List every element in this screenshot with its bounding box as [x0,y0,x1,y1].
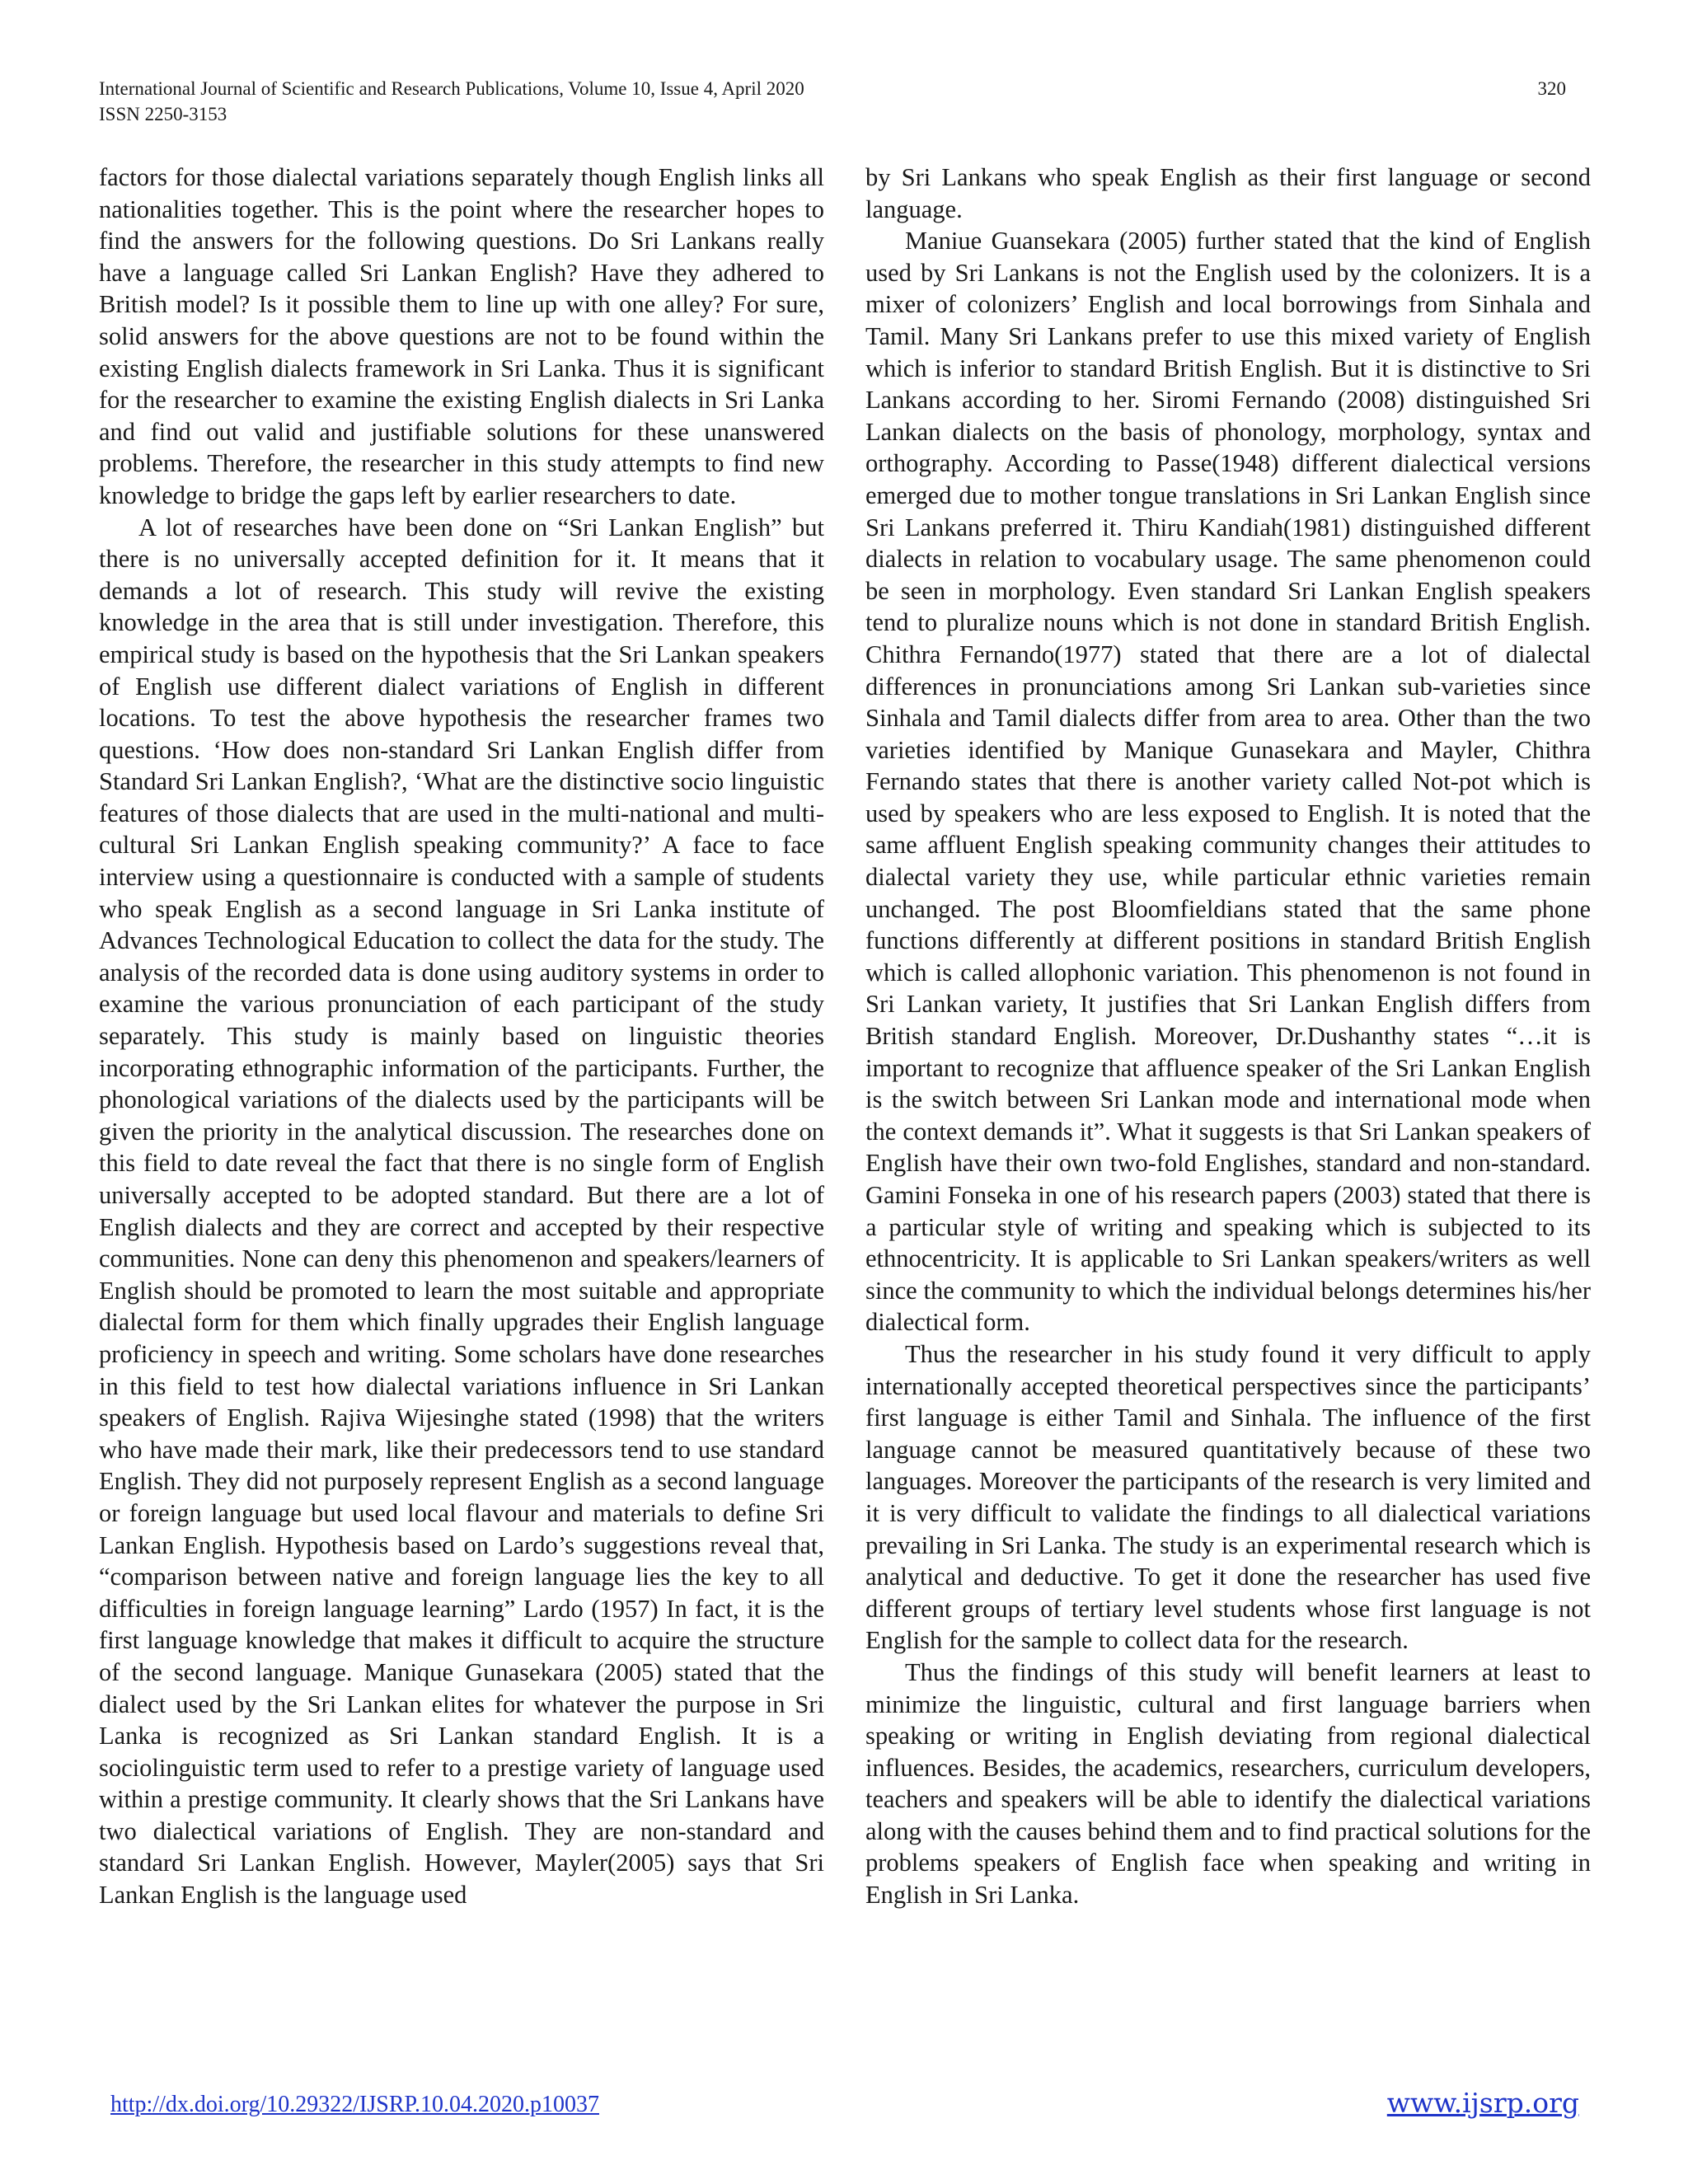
paragraph: A lot of researches have been done on “Sri Lankan English” but there is no universally accepted definition for it. It means that it demands a lot of research. This study will revive the existing knowledge in the area that is still under investigation. Therefore, this empirical study is based on the hypothesis that the Sri Lankan speakers of English use different dialect variations of English in different locations. To test the above hypothesis the researcher frames two questions. ‘How does non-standard Sri Lankan English differ from Standard Sri Lankan English?, ‘What are the distinctive socio linguistic features of those dialects that are used in the multi-national and multi-cultural Sri Lankan English speaking community?’ A face to face interview using a questionnaire is conducted with a sample of students who speak English as a second language in Sri Lanka institute of Advances Technological Education to collect the data for the study. The analysis of the recorded data is done using auditory systems in order to examine the various pronunciation of each participant of the study separately. This study is mainly based on linguistic theories incorporating ethnographic information of the participants. Further, the phonological variations of the dialects used by the participants will be given the priority in the analytical discussion. The researches done on this field to date reveal the fact that there is no single form of English universally accepted to be adopted standard. But there are a lot of English dialects and they are correct and accepted by their respective communities. None can deny this phenomenon and speakers/learners of English should be promoted to learn the most suitable and appropriate dialectal form for them which finally upgrades their English language proficiency in speech and writing. Some scholars have done researches in this field to test how dialectal variations influence in Sri Lankan speakers of English. Rajiva Wijesinghe stated (1998) that the writers who have made their mark, like their predecessors tend to use standard English. They did not purposely represent English as a second language or foreign language but used local flavour and materials to define Sri Lankan English. Hypothesis based on Lardo’s suggestions reveal that, “comparison between native and foreign language lies the key to all difficulties in foreign language learning” Lardo (1957) In fact, it is the first language knowledge that makes it difficult to acquire the structure of the second language. Manique Gunasekara (2005) stated that the dialect used by the Sri Lankan elites for whatever the purpose in Sri Lanka is recognized as Sri Lankan standard English. It is a sociolinguistic term used to refer to a prestige variety of language used within a prestige community. It clearly shows that the Sri Lankans have two dialectical variations of English. They are non-standard and standard Sri Lankan English. However, Mayler(2005) says that Sri Lankan English is the language used [99,513,824,1910]
page-header [99,76,1566,127]
paragraph: by Sri Lankans who speak English as their first language or second language. [865,163,1591,223]
paragraph: Maniue Guansekara (2005) further stated that the kind of English used by Sri Lankans is not the English used by the colonizers. It is a mixer of colonizers’ English and local borrowings from Sinhala and Tamil. Many Sri Lankans prefer to use this mixed variety of English which is inferior to standard British English. But it is distinctive to Sri Lankans according to her. Siromi Fernando (2008) distinguished Sri Lankan dialects on the basis of phonology, morphology, syntax and orthography. According to Passe(1948) different dialectical versions emerged due to mother tongue translations in Sri Lankan English since Sri Lankans preferred it. Thiru Kandiah(1981) distinguished different dialects in relation to vocabulary usage. The same phenomenon could be seen in morphology. Even standard Sri Lankan English speakers tend to pluralize nouns which is not done in standard British English. Chithra Fernando(1977) stated that there are a lot of dialectal differences in pronunciations among Sri Lankan sub-varieties since Sinhala and Tamil dialects differ from area to area. Other than the two varieties identified by Manique Gunasekara and Mayler, Chithra Fernando states that there is another variety called Not-pot which is used by speakers who are less exposed to English. It is noted that the same affluent English speaking community changes their attitudes to dialectal variety they use, while particular ethnic varieties remain unchanged. The post Bloomfieldians stated that the same phone functions differently at different positions in standard British English which is called allophonic variation. This phenomenon is not found in Sri Lankan variety, It justifies that Sri Lankan English differs from British standard English. Moreover, Dr.Dushanthy states “…it is important to recognize that affluence speaker of the Sri Lankan English is the switch between Sri Lankan mode and international mode when the context demands it”. What it suggests is that Sri Lankan speakers of English have their own two-fold Englishes, standard and non-standard. Gamini Fonseka in one of his research papers (2003) stated that there is a particular style of writing and speaking which is subjected to its ethnocentricity. It is applicable to Sri Lankan speakers/writers as well since the community to which the individual belongs determines his/her dialectical form. [865,227,1591,1337]
page-footer [110,2087,1579,2119]
website-link[interactable]: www.ijsrp.org [1386,2087,1579,2119]
issn: ISSN 2250-3153 [99,104,227,124]
left-column [99,162,824,1911]
paragraph: factors for those dialectal variations separately though English links all nationalities together. This is the point where the researcher hopes to find the answers for the following questions. Do Sri Lankans really have a language called Sri Lankan English? Have they adhered to British model? Is it possible them to line up with one alley? For sure, solid answers for the above questions are not to be found within the existing English dialects framework in Sri Lanka. Thus it is significant for the researcher to examine the existing English dialects in Sri Lanka and find out valid and justifiable solutions for these unanswered problems. Therefore, the researcher in this study attempts to find new knowledge to bridge the gaps left by earlier researchers to date. [99,163,824,509]
doi-link[interactable]: http://dx.doi.org/10.29322/IJSRP.10.04.2020.p10037 [110,2092,599,2117]
journal-title: International Journal of Scientific and Research Publications, Volume 10, Issue 4, April 2020 [99,78,804,99]
right-column [865,162,1591,1911]
paragraph: Thus the findings of this study will benefit learners at least to minimize the linguistic, cultural and first language barriers when speaking or writing in English deviating from regional dialectical influences. Besides, the academics, researchers, curriculum developers, teachers and speakers will be able to identify the dialectical variations along with the causes behind them and to find practical solutions for the problems speakers of English face when speaking and writing in English in Sri Lanka. [865,1657,1591,1910]
paragraph: Thus the researcher in his study found it very difficult to apply internationally accepted theoretical perspectives since the participants’ first language is either Tamil and Sinhala. The influence of the first language cannot be measured quantitatively because of these two languages. Moreover the participants of the research is very limited and it is very difficult to validate the findings to all dialectical variations prevailing in Sri Lanka. The study is an experimental research which is analytical and deductive. To get it done the researcher has used five different groups of tertiary level students whose first language is not English for the sample to collect data for the research. [865,1339,1591,1655]
page-number: 320 [1537,78,1566,99]
